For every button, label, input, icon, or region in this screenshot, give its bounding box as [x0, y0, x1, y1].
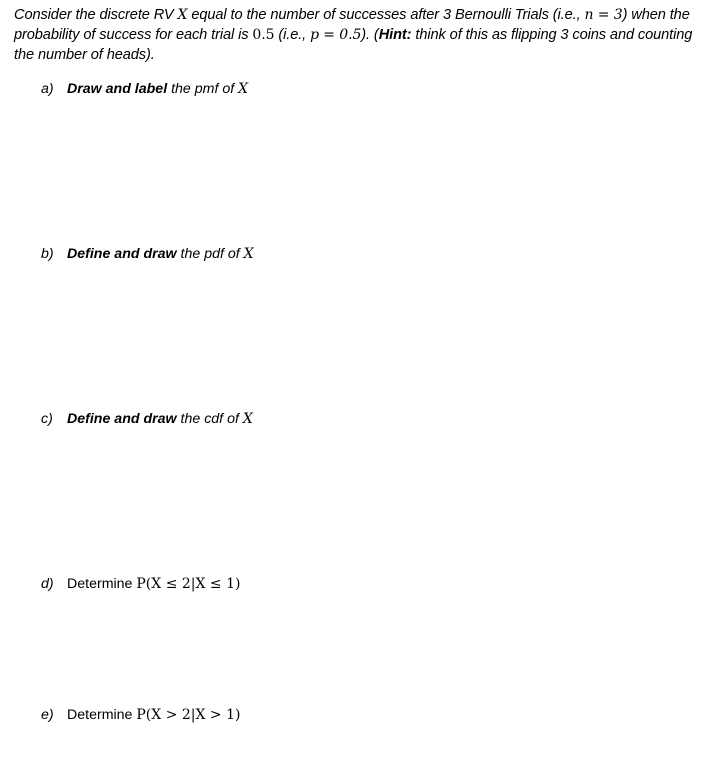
problem-line-2: probability of success for each trial is 0.5 (i.e., p = 0.5). (Hint: think of this as flipping 3 coins and counting [14, 27, 693, 43]
problem-line-3: the number of heads). [14, 47, 155, 63]
question-instruction: Determine [67, 707, 137, 723]
question-c: c) Define and draw the cdf of X [41, 411, 253, 427]
question-math: X [238, 81, 249, 97]
question-b: b) Define and draw the pdf of X [41, 246, 254, 262]
question-math: X [242, 411, 253, 427]
problem-statement [14, 5, 698, 65]
p-equals-half: p = 0.5 [310, 27, 362, 43]
question-instruction: Define and draw [67, 246, 177, 262]
hint-label: Hint: [378, 27, 412, 43]
question-a: a) Draw and label the pmf of X [41, 81, 249, 97]
question-marker: e) [41, 707, 54, 723]
question-d [41, 574, 240, 594]
question-instruction: Define and draw [67, 411, 177, 427]
problem-line-1: Consider the discrete RV X equal to the number of successes after 3 Bernoulli Trials (i.e., n = 3) when the [14, 7, 690, 23]
question-instruction: Determine [67, 576, 137, 592]
question-marker: a) [41, 81, 54, 97]
variable-x: X [177, 7, 188, 23]
probability-value: 0.5 [252, 27, 275, 43]
question-e [41, 705, 240, 725]
question-math: X [243, 246, 254, 262]
n-equals-3: n = 3 [584, 7, 623, 23]
question-marker: d) [41, 576, 54, 592]
question-marker: c) [41, 411, 53, 427]
question-math: P(X ≤ 2|X ≤ 1) [136, 576, 241, 592]
question-instruction: Draw and label [67, 81, 168, 97]
question-marker: b) [41, 246, 54, 262]
question-math: P(X > 2|X > 1) [136, 707, 241, 723]
